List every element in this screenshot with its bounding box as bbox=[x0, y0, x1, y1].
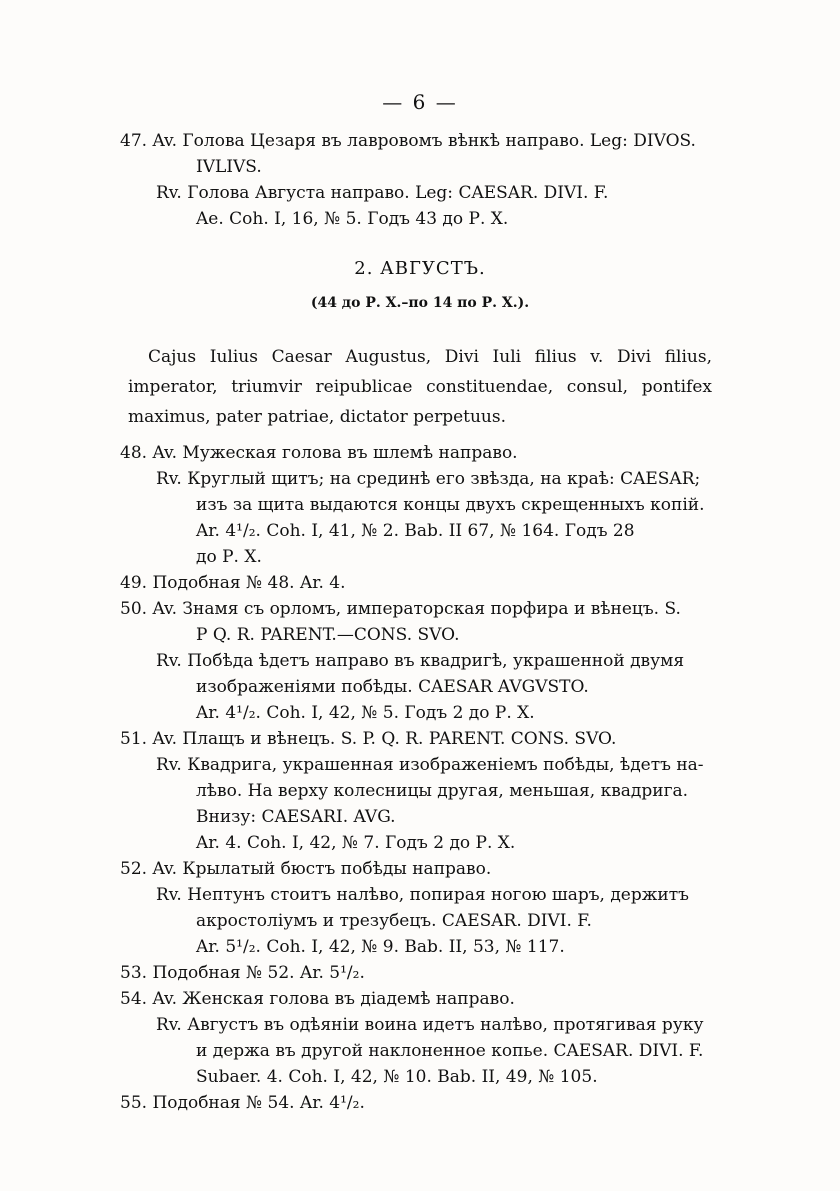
section-dates: (44 до Р. X.–по 14 по Р. X.). bbox=[310, 295, 530, 311]
entry-49: 49. Подобная № 48. Ar. 4. bbox=[120, 573, 346, 593]
entry-47-line-3: Rv. Голова Августа направо. Leg: CAESAR. DIVI. F. bbox=[156, 183, 609, 203]
entry-51-ref: Ar. 4. Coh. I, 42, № 7. Годъ 2 до Р. X. bbox=[196, 833, 516, 853]
entry-50-av-cont: P Q. R. PARENT.—CONS. SVO. bbox=[196, 625, 460, 645]
entry-50-rv-cont: изображеніями побѣды. CAESAR AVGVSTO. bbox=[196, 677, 589, 697]
entry-52-rv-cont: акростоліумъ и трезубецъ. CAESAR. DIVI. F. bbox=[196, 911, 592, 931]
entry-48-ref-cont: до Р. X. bbox=[196, 547, 262, 567]
entry-48-av: 48. Av. Мужеская голова въ шлемѣ направо. bbox=[120, 443, 518, 463]
entry-47-line-4: Ae. Coh. I, 16, № 5. Годъ 43 до Р. X. bbox=[196, 209, 509, 229]
entry-52-av: 52. Av. Крылатый бюстъ побѣды направо. bbox=[120, 859, 492, 879]
entry-47-line-2: IVLIVS. bbox=[196, 157, 262, 177]
entry-52-ref: Ar. 5¹/₂. Coh. I, 42, № 9. Bab. II, 53, № 117. bbox=[196, 937, 565, 957]
entry-48-rv: Rv. Круглый щитъ; на срединѣ его звѣзда, на краѣ: CAESAR; bbox=[156, 469, 701, 489]
entry-54-av: 54. Av. Женская голова въ діадемѣ направо. bbox=[120, 989, 515, 1009]
entry-50-rv: Rv. Побѣда ѣдетъ направо въ квадригѣ, украшенной двумя bbox=[156, 651, 685, 671]
intro-paragraph: Cajus Iulius Caesar Augustus, Divi Iuli filius v. Divi filius, imperator, triumvir reipublicae constituendae, consul, pontifex maximus, pater patriae, dictator perpetuus. bbox=[128, 347, 712, 427]
entry-51-av: 51. Av. Плащъ и вѣнецъ. S. P. Q. R. PARENT. CONS. SVO. bbox=[120, 729, 617, 749]
entry-55: 55. Подобная № 54. Ar. 4¹/₂. bbox=[120, 1093, 365, 1113]
entry-51-rv: Rv. Квадрига, украшенная изображеніемъ побѣды, ѣдетъ на- bbox=[156, 755, 704, 775]
entry-48-ref: Ar. 4¹/₂. Coh. I, 41, № 2. Bab. II 67, № 164. Годъ 28 bbox=[196, 521, 635, 541]
section-heading: 2. АВГУСТЪ. bbox=[354, 258, 486, 279]
entry-54-rv: Rv. Августъ въ одѣяніи воина идетъ налѣво, протягивая руку bbox=[156, 1015, 704, 1035]
entry-50-av: 50. Av. Знамя съ орломъ, императорская порфира и вѣнецъ. S. bbox=[120, 599, 681, 619]
entry-51-rv-cont: лѣво. На верху колесницы другая, меньшая, квадрига. bbox=[196, 781, 689, 801]
entry-50-ref: Ar. 4¹/₂. Coh. I, 42, № 5. Годъ 2 до Р. X. bbox=[196, 703, 535, 723]
entry-47-line-1: 47. Av. Голова Цезаря въ лавровомъ вѣнкѣ направо. Leg: DIVOS. bbox=[120, 131, 696, 151]
entry-53: 53. Подобная № 52. Ar. 5¹/₂. bbox=[120, 963, 365, 983]
entry-54-ref: Subaer. 4. Coh. I, 42, № 10. Bab. II, 49, № 105. bbox=[196, 1067, 598, 1087]
entry-54-rv-cont: и держа въ другой наклоненное копье. CAESAR. DIVI. F. bbox=[196, 1041, 704, 1061]
entry-48-rv-cont: изъ за щита выдаются концы двухъ скрещенныхъ копій. bbox=[196, 495, 705, 515]
entry-52-rv: Rv. Нептунъ стоитъ налѣво, попирая ногою шаръ, держитъ bbox=[156, 885, 689, 905]
page-number: — 6 — bbox=[382, 90, 458, 114]
entry-51-rv-cont-2: Внизу: CAESARI. AVG. bbox=[196, 807, 396, 827]
